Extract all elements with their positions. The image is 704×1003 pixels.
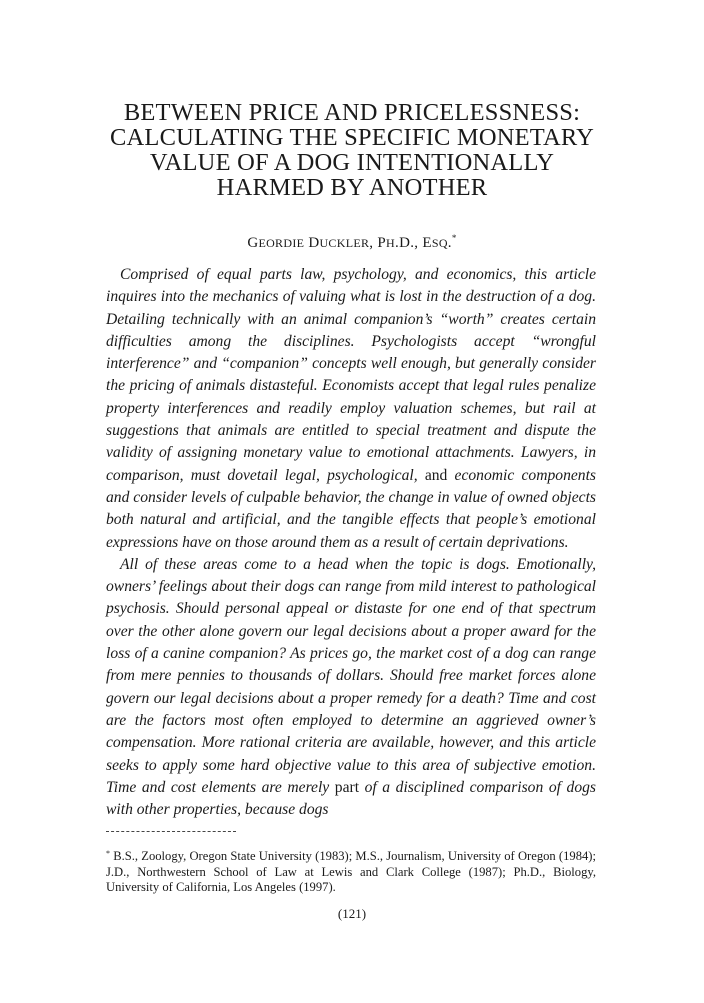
body-paragraph: Comprised of equal parts law, psychology, and economics, this article inquires into the mechanics of valuing what is lost in the destruction of a dog. Detailing technically with an animal companion’s “worth” creates certain difficulties among the disciplines. Psychologists accept “wrongful interference” and “companion” concepts well enough, but generally consider the pricing of animals distasteful. Economists accept that legal rules penalize property interferences and readily employ valuation schemes, but rail at suggestions that animals are entitled to special treatment and dispute the validity of assigning monetary value to emotional attachments. Lawyers, in comparison, must dovetail legal, psychological, and economic components and consider levels of culpable behavior, the change in value of owned objects both natural and artificial, and the tangible effects that people’s emotional expressions have on those around them as a result of certain deprivations. [106, 266, 596, 551]
title-line: VALUE OF A DOG INTENTIONALLY [149, 149, 555, 176]
author-byline: GEORDIE DUCKLER, PH.D., ESQ.* [247, 233, 457, 251]
title-line: HARMED BY ANOTHER [216, 174, 488, 201]
article-title [60, 100, 644, 200]
article-body [106, 264, 596, 821]
footnote-text: B.S., Zoology, Oregon State University (1983); M.S., Journalism, University of Oregon (1984); J.D., Northwestern School of Law at Lewis and Clark College (1987); Ph.D., Biology, University of California, Los Angeles (1997). [106, 849, 596, 895]
title-line: BETWEEN PRICE AND PRICELESSNESS: [123, 99, 581, 126]
body-paragraph: All of these areas come to a head when the topic is dogs. Emotionally, owners’ feelings about their dogs can range from mild interest to pathological psychosis. Should personal appeal or distaste for one end of that spectrum over the other alone govern our legal decisions about a proper award for the loss of a canine companion? As prices go, the market cost of a dog can range from mere pennies to thousands of dollars. Should free market forces alone govern our legal decisions about a proper remedy for a death? Time and cost are the factors most often employed to determine an aggrieved owner’s compensation. More rational criteria are available, however, and this article seeks to apply some hard objective value to this area of subjective emotion. Time and cost elements are merely part of a disciplined comparison of dogs with other properties, because dogs [106, 555, 596, 819]
title-line: CALCULATING THE SPECIFIC MONETARY [109, 124, 594, 151]
footnote [106, 846, 596, 896]
footnote-marker: * [106, 849, 110, 858]
page-number: (121) [337, 906, 367, 921]
footnote-reference[interactable]: * [451, 233, 457, 243]
footnote-divider [106, 831, 236, 832]
